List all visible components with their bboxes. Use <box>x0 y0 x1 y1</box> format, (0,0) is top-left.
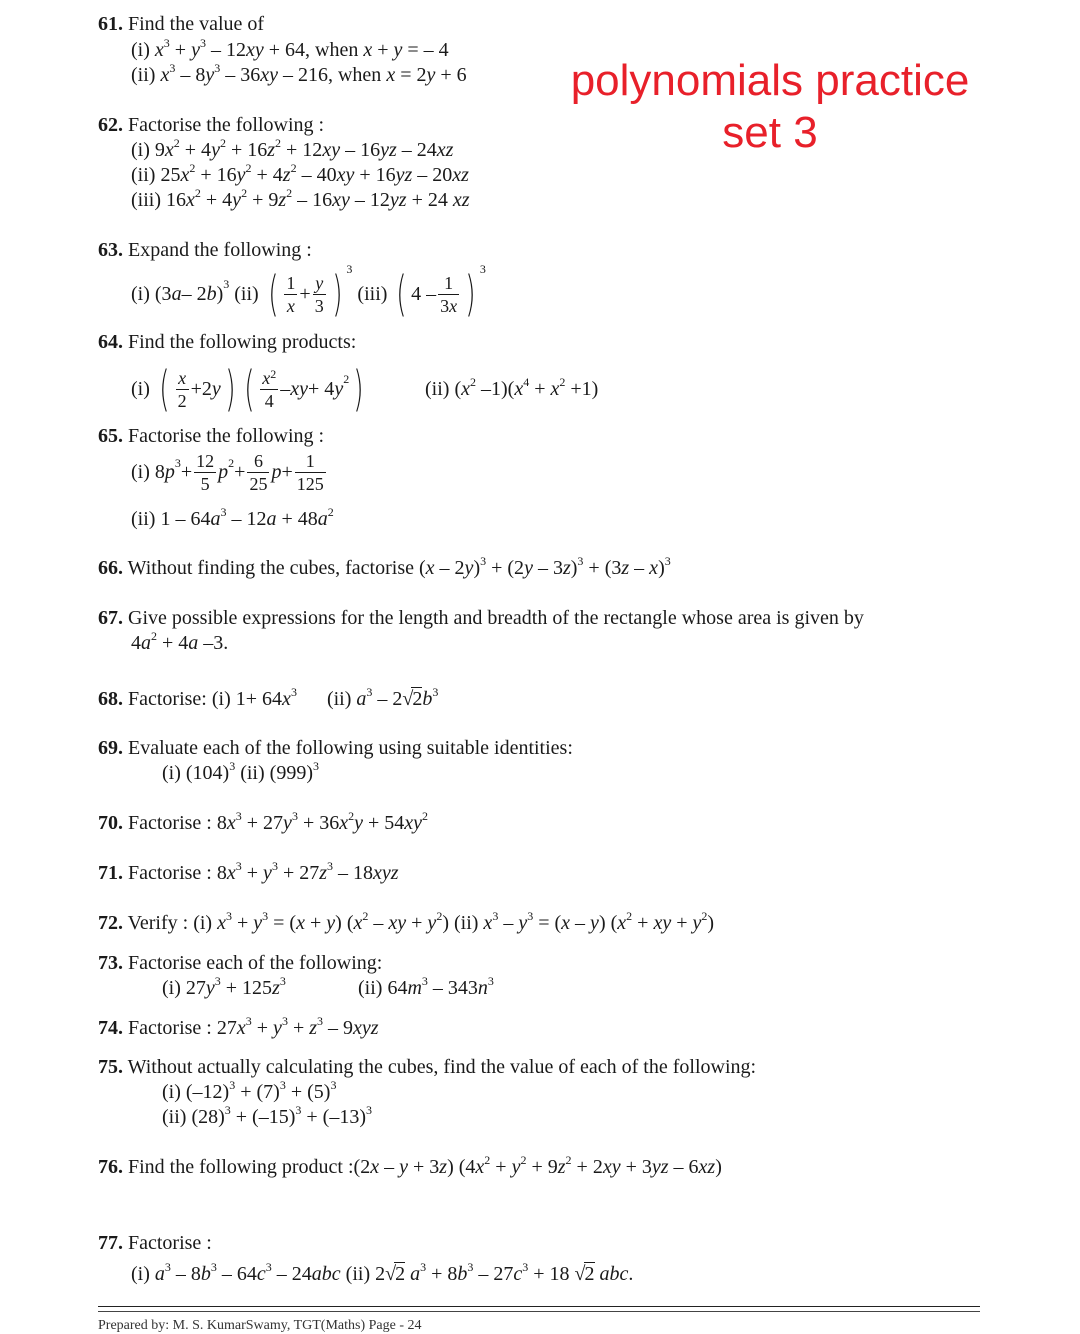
q73-part-i: (i) $27y^3 + 125z^3$ <box>162 974 286 999</box>
question-text: Find the value of <box>128 13 265 35</box>
question-64 <box>98 331 356 354</box>
q61-part-ii: (ii) $x^3 - 8y^3 - 36xy - 216$, when x = 2y + 6 <box>131 61 467 86</box>
question-text: Expand the following : <box>128 239 312 261</box>
q61-part-i: (i) $x^3 + y^3 - 12xy + 64$, when x + y = – 4 <box>131 36 449 61</box>
q62-part-iii: (iii) $16x^2 + 4y^2 + 9z^2 - 16xy - 12yz + 24$ xz <box>131 186 470 211</box>
question-67 <box>98 607 864 630</box>
q65-part-ii: (ii) $1 - 64a^3 - 12a + 48a^2$ <box>131 505 334 530</box>
question-number: 75. <box>98 1056 123 1078</box>
page-title-line1: polynomials practice <box>570 56 970 105</box>
question-text: Verify : <box>127 912 189 934</box>
question-number: 70. <box>98 812 123 834</box>
question-71: 71. Factorise : $8x^3 + y^3 + 27z^3 - 18xyz$ <box>98 859 399 884</box>
question-text: Factorise : <box>128 1232 212 1254</box>
question-66: 66. Without finding the cubes, factorise (x – 2y)$^3$ + (2y – 3z)$^3$ + (3z – x)$^3$ <box>98 554 671 579</box>
footer-rule <box>98 1306 980 1307</box>
q69-parts: (i) $(104)^3$ (ii) $(999)^3$ <box>162 759 319 784</box>
q62-part-i: (i) $9x^2 + 4y^2 + 16z^2 + 12xy - 16yz - 24xz$ <box>131 136 454 161</box>
question-text: Factorise : <box>128 1017 212 1039</box>
q65-part-i: (i) 8 p $^3$ + $\frac{12}{5}$ p $^2$ + $\frac{6}{25}$ p + $\frac{1}{125}$ <box>131 451 324 494</box>
question-76: 76. Find the following product :(2x – y + 3z) $(4x^2 + y^2 + 9z^2 + 2xy + 3yz - 6xz)$ <box>98 1153 722 1178</box>
question-77 <box>98 1232 212 1255</box>
question-number: 69. <box>98 737 123 759</box>
q75-part-i: (i) $(-12)^3 + (7)^3 + (5)^3$ <box>162 1078 337 1103</box>
question-text: Factorise : <box>128 812 212 834</box>
question-75 <box>98 1056 756 1079</box>
q62-part-ii: (ii) $25x^2 + 16y^2 + 4z^2 - 40xy + 16yz - 20xz$ <box>131 161 469 186</box>
footer-rule-thin <box>98 1311 980 1312</box>
question-number: 76. <box>98 1156 123 1178</box>
question-number: 63. <box>98 239 123 261</box>
q67-expression: $4a^2 + 4a$ –3. <box>131 629 229 654</box>
question-text: Without actually calculating the cubes, find the value of each of the following: <box>127 1056 757 1078</box>
question-text: Find the following products: <box>128 331 357 353</box>
question-text: Evaluate each of the following using suitable identities: <box>128 737 573 759</box>
question-number: 71. <box>98 862 123 884</box>
question-72: 72. Verify : (i) $x^3 + y^3 = (x + y)$ ($x^2$ – xy + $y^2$) (ii) $x^3 - y^3 = (x - y) (x^2$ + xy + $y^2$) <box>98 909 715 934</box>
question-65 <box>98 425 324 448</box>
question-text: Find the following product : <box>128 1156 354 1178</box>
question-number: 77. <box>98 1232 123 1254</box>
question-number: 61. <box>98 13 123 35</box>
page-title-line2: set 3 <box>722 108 818 157</box>
question-number: 66. <box>98 557 123 579</box>
question-number: 65. <box>98 425 123 447</box>
question-text: Give possible expressions for the length and breadth of the rectangle whose area is given by <box>128 607 864 629</box>
question-62 <box>98 114 324 137</box>
question-text: Factorise: <box>128 688 207 710</box>
q75-part-ii: (ii) $(28)^3 + (-15)^3 + (-13)^3$ <box>162 1103 372 1128</box>
question-73 <box>98 952 382 975</box>
question-text: Factorise : <box>128 862 212 884</box>
question-69 <box>98 737 573 760</box>
footer-text: Prepared by: M. S. KumarSwamy, TGT(Maths) Page - 24 <box>98 1318 422 1333</box>
question-68: 68. Factorise: (i) $1+ 64x^3$ (ii) $a^3 - 2√2b^3$ <box>98 685 439 710</box>
question-number: 72. <box>98 912 123 934</box>
question-70: 70. Factorise : $8x^3 + 27y^3 + 36x^2y + 54xy^2$ <box>98 809 429 834</box>
question-text: Without finding the cubes, factorise <box>127 557 414 579</box>
question-number: 73. <box>98 952 123 974</box>
page-title <box>550 55 990 159</box>
question-text: Factorise the following : <box>128 425 325 447</box>
q64-part-i: (i) ( $\frac{x}{2}$ +2 y ) ( $\frac{x^2}{4}$ – xy + 4 y $^2$ ) <box>131 361 364 417</box>
question-number: 74. <box>98 1017 123 1039</box>
question-number: 68. <box>98 688 123 710</box>
question-text: Factorise the following : <box>128 114 325 136</box>
question-number: 67. <box>98 607 123 629</box>
question-number: 64. <box>98 331 123 353</box>
question-text: Factorise each of the following: <box>128 952 383 974</box>
question-61 <box>98 13 264 36</box>
question-number: 62. <box>98 114 123 136</box>
question-63 <box>98 239 312 262</box>
question-74: 74. Factorise : $27x^3 + y^3 + z^3 - 9xyz$ <box>98 1014 379 1039</box>
q63-parts: (i) (3 a – 2 b ) $^3$ (ii) ( $\frac{1}{x}$ + $\frac{y}{3}$ ) 3 (iii) ( 4 – $\frac{1}{3x}$ ) 3 <box>131 262 486 322</box>
q64-part-ii: (ii) ($x^2$ $-1)(x^4 + x^2 +1)$ <box>425 375 599 400</box>
q73-part-ii: (ii) $64m^3 - 343n^3$ <box>358 974 494 999</box>
q77-parts: (i) $a^3 - 8b^3 - 64c^3 - 24abc$ (ii) 2√2 $a^3 + 8b^3 - 27c^3 + 18$ √2 abc. <box>131 1260 634 1285</box>
